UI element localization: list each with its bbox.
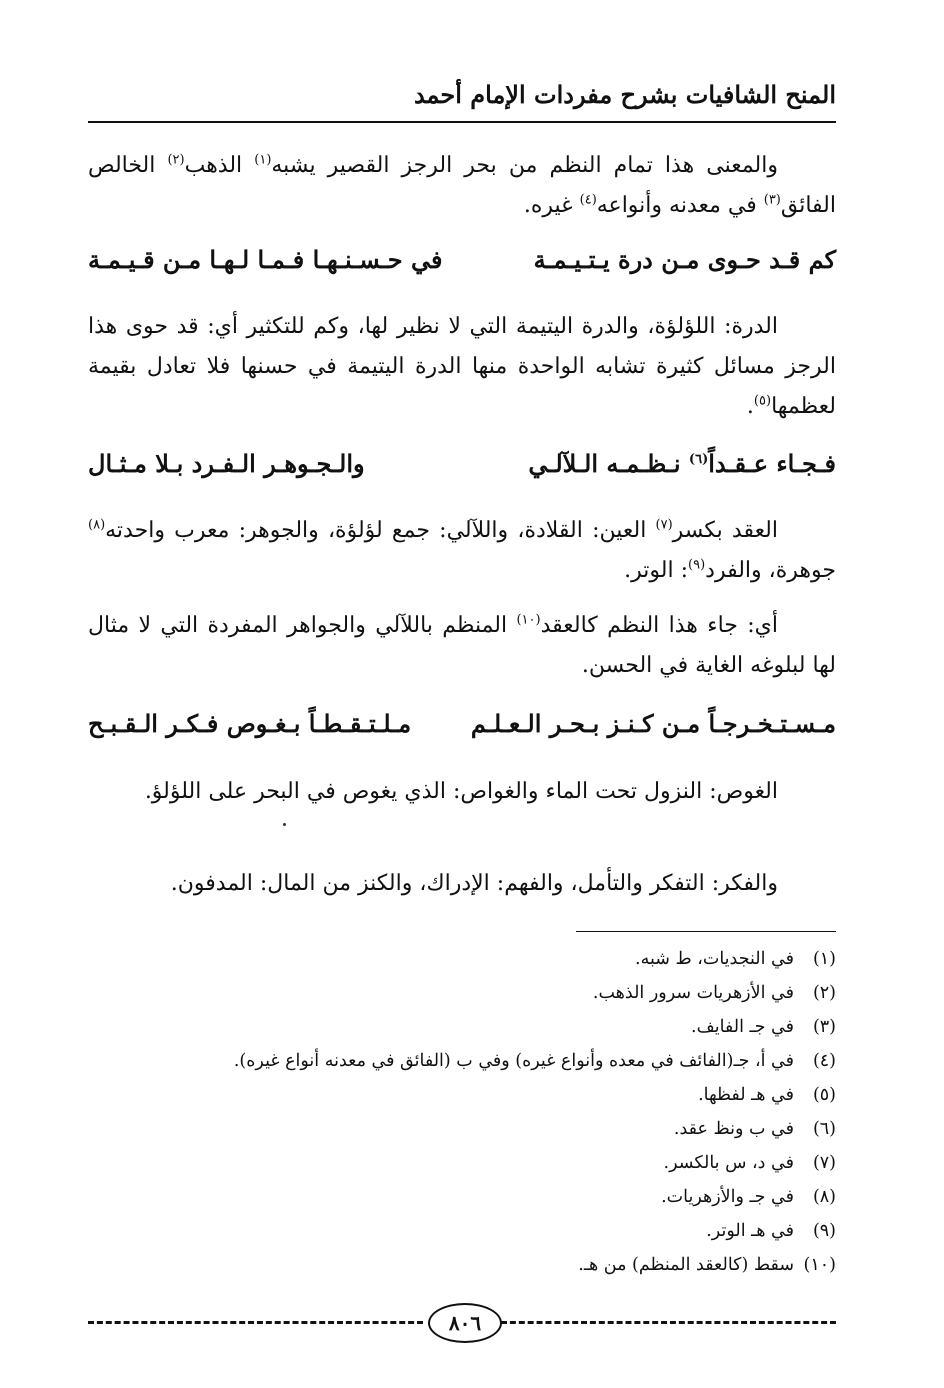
footnote-number: (٥): [812, 1085, 836, 1105]
footnote-text: في النجديات، ط شبه.: [635, 949, 794, 969]
footnote-text: في د، س بالكسر.: [663, 1153, 794, 1173]
footnote-number: (٨): [812, 1187, 836, 1207]
page-number: ٨٠٦: [428, 1303, 502, 1343]
footnotes-list: [88, 942, 836, 1282]
footnote-9: [88, 1214, 836, 1248]
text: الخالص الفائق: [88, 153, 836, 218]
text: نـظـمـه الـلآلـي: [528, 449, 689, 478]
footnote-ref-6[interactable]: (٦): [688, 452, 709, 467]
footnote-text: في جـ والأزهريات.: [661, 1187, 794, 1207]
footnote-ref-9[interactable]: (٩): [688, 557, 706, 573]
footnote-3: [88, 1010, 836, 1044]
verse-3-second-hemistich: مـلـتـقـطـاً بـغـوص فـكـر الـقـبـح: [88, 709, 412, 738]
footnote-number: (٧): [812, 1153, 836, 1173]
footnote-number: (٦): [812, 1119, 836, 1139]
text: العين: القلادة، واللآلي: جمع لؤلؤة، والجوهر: معرب واحدته: [105, 518, 656, 543]
verse-1: [88, 240, 836, 280]
footnote-2: [88, 976, 836, 1010]
footnote-6: [88, 1112, 836, 1146]
footnote-ref-2[interactable]: (٢): [167, 152, 185, 168]
paragraph-4: [88, 606, 836, 686]
text: والمعنى هذا تمام النظم من بحر الرجز القصير يشبه: [271, 153, 778, 178]
verse-3-first-hemistich: مـسـتـخـرجـاً مـن كـنـز بـحـر الـعـلـم: [470, 709, 836, 738]
footnote-number: (١): [812, 949, 836, 969]
footnote-separator: [576, 931, 836, 932]
footnote-ref-1[interactable]: (١): [254, 152, 272, 168]
footnote-number: (٤): [812, 1051, 836, 1071]
text: الدرة: اللؤلؤة، والدرة اليتيمة التي لا نظير لها، وكم للتكثير أي: قد حوى هذا الرجز مسائل كثيرة تشابه الواحدة منها الدرة اليتيمة في حسنها فلا تعادل بقيمة لعظمها: [88, 314, 836, 419]
footnote-text: في ب ونظ عقد.: [673, 1119, 794, 1139]
paragraph-1: [88, 146, 836, 226]
footnote-text: سقط (كالعقد المنظم) من هـ.: [578, 1255, 794, 1275]
footer-dashed-rule-left: [88, 1321, 423, 1324]
footnote-ref-7[interactable]: (٧): [655, 517, 673, 533]
paragraph-6: والفكر: التفكر والتأمل، والفهم: الإدراك، والكنز من المال: المدفون.: [170, 871, 778, 896]
text: المنظم باللآلي والجواهر المفردة التي لا مثال لها لبلوغه الغاية في الحسن.: [88, 613, 836, 678]
footnote-text: في جـ الفايف.: [691, 1017, 794, 1037]
footnote-text: في أ، جـ(الفائف في معده وأنواع غيره) وفي ب (الفائق في معدنه أنواع غيره).: [233, 1051, 794, 1071]
text: أي: جاء هذا النظم كالعقد: [540, 613, 778, 638]
running-head: المنح الشافيات بشرح مفردات الإمام أحمد: [413, 80, 836, 109]
speck: [283, 823, 286, 826]
footnote-10: [88, 1248, 836, 1282]
verse-1-first-hemistich: كم قـد حـوى مـن درة يـتـيـمـة: [533, 245, 836, 274]
footnote-8: [88, 1180, 836, 1214]
paragraph-5: الغوص: النزول تحت الماء والغواص: الذي يغوص في البحر على اللؤلؤ.: [144, 779, 778, 804]
footnote-ref-5[interactable]: (٥): [753, 393, 772, 409]
footnote-text: في هـ الوتر.: [706, 1221, 794, 1241]
footnote-number: (٩): [812, 1221, 836, 1241]
verse-3: [88, 704, 836, 744]
text: في معدنه وأنواعه: [596, 193, 764, 218]
book-page: [88, 0, 836, 1388]
footnote-7: [88, 1146, 836, 1180]
text: العقد بكسر: [672, 518, 779, 543]
footnote-number: (٢): [812, 983, 836, 1003]
footnote-ref-8[interactable]: (٨): [88, 517, 106, 533]
footnote-text: في هـ لفظها.: [698, 1085, 794, 1105]
footnote-number: (١٠): [803, 1255, 836, 1275]
text: : الوتر.: [624, 558, 689, 583]
text: الذهب: [184, 153, 255, 178]
footer-dashed-rule-right: [501, 1321, 836, 1324]
page-footer: [88, 1303, 836, 1343]
header-rule: [88, 121, 836, 123]
paragraph-2: [88, 307, 836, 427]
verse-2-first-hemistich: [528, 444, 836, 484]
text: غيره.: [523, 193, 580, 218]
text: .: [746, 394, 754, 419]
footnote-number: (٣): [812, 1017, 836, 1037]
footnote-ref-10[interactable]: (١٠): [516, 612, 541, 628]
paragraph-3: [88, 511, 836, 591]
footnote-text: في الأزهريات سرور الذهب.: [592, 983, 794, 1003]
verse-2: [88, 444, 836, 484]
footnote-1: [88, 942, 836, 976]
text: فـجـاء عـقـداً: [708, 449, 836, 478]
verse-1-second-hemistich: في حـسـنـهـا فـمـا لـهـا مـن قـيـمـة: [88, 245, 443, 274]
verse-2-second-hemistich: والـجـوهـر الـفـرد بـلا مـثـال: [88, 449, 365, 478]
text: جوهرة، والفرد: [705, 558, 836, 583]
footnote-5: [88, 1078, 836, 1112]
footnote-4: [88, 1044, 836, 1078]
footnote-ref-4[interactable]: (٤): [579, 192, 597, 208]
footnote-ref-3[interactable]: (٣): [763, 192, 781, 208]
